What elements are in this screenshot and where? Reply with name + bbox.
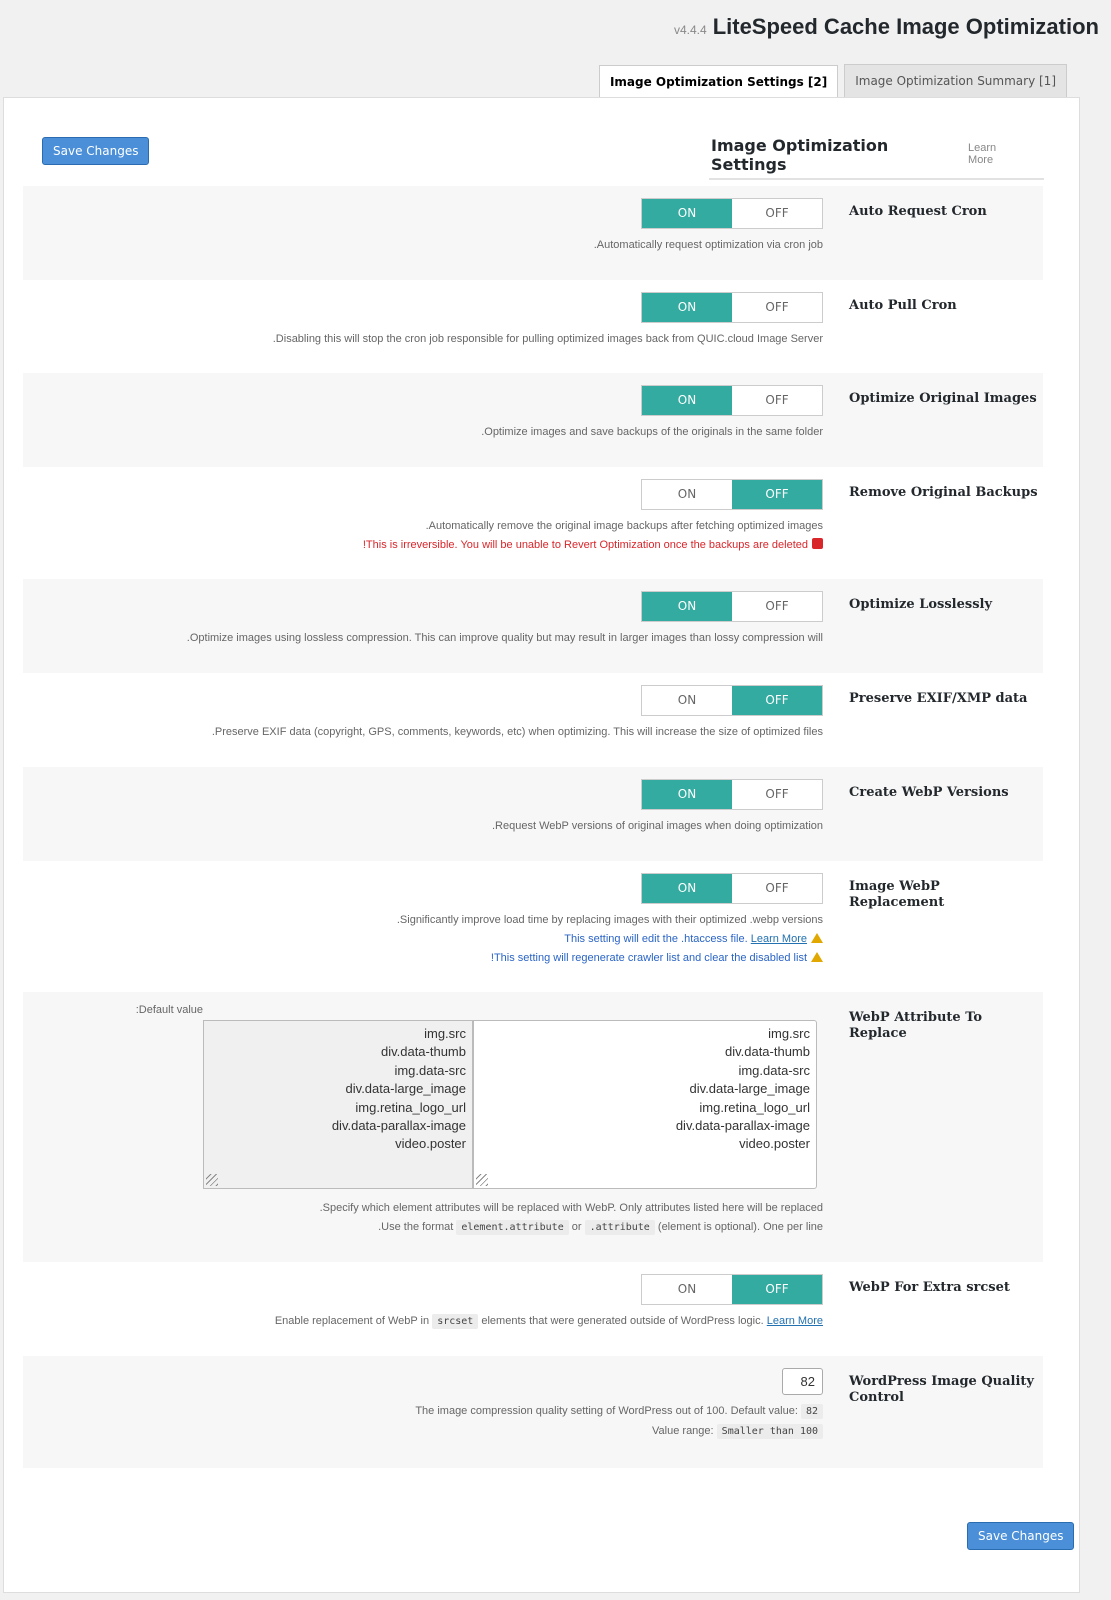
optimize-original-toggle [641,385,823,416]
row-webp-attribute-to-replace [23,992,1043,1262]
row-remove-original-backups [23,467,1043,579]
htaccess-learn-more-link[interactable]: Learn More [750,933,807,945]
srcset-desc-prefix: Enable replacement of WebP in [274,1315,430,1327]
quality-desc-prefix: The image compression quality setting of WordPress out of 100. Default value: [415,1405,798,1417]
crawler-note [23,951,823,965]
row-label: Optimize Losslessly [849,597,993,612]
row-auto-request-cron [23,186,1043,280]
settings-title: Image Optimization Settings [711,136,889,174]
toggle-on-button[interactable]: ON [642,1275,732,1304]
tab-bar [599,64,1067,99]
row-optimize-losslessly [23,579,1043,673]
row-description: .Optimize images and save backups of the originals in the same folder [481,426,823,438]
row-description: .Disabling this will stop the cron job responsible for pulling optimized images back from QUIC.cloud Image Server [272,333,823,345]
srcset-learn-more-link[interactable]: Learn More [766,1315,823,1327]
default-attribute-line: div.data-large_image [345,1081,466,1097]
row-label: Optimize Original Images [849,391,1037,406]
toggle-off-button[interactable]: OFF [732,686,822,715]
tab-image-optimization-summary[interactable]: Image Optimization Summary [1] [844,64,1067,98]
warning-icon [811,933,823,943]
default-attribute-line: img.data-src [394,1062,466,1078]
warning-text: !This is irreversible. You will be unable to Revert Optimization once the backups are deleted [362,539,808,551]
attribute-line: img.retina_logo_url [699,1099,810,1115]
page-title: LiteSpeed Cache Image Optimization [712,14,1099,39]
format-suffix: (element is optional). One per line [657,1221,823,1233]
row-description: .Request WebP versions of original images when doing optimization [492,820,823,832]
version-label: v4.4.4 [673,23,707,37]
srcset-desc-suffix: elements that were generated outside of WordPress logic. [481,1315,764,1327]
attribute-line: img.data-src [738,1062,810,1078]
row-description: .Significantly improve load time by replacing images with their optimized .webp versions [396,914,823,926]
toggle-on-button[interactable]: ON [642,199,732,228]
toggle-on-button[interactable]: ON [642,592,732,621]
row-auto-pull-cron [23,280,1043,373]
save-changes-button-top[interactable]: Save Changes [42,137,149,165]
row-label: WordPress Image Quality Control [849,1374,1034,1405]
save-changes-button-bottom[interactable]: Save Changes [967,1522,1074,1550]
attribute-line: div.data-large_image [689,1081,810,1097]
htaccess-note-text: This setting will edit the .htaccess file. [564,933,748,945]
default-value-label: :Default value [135,1004,203,1016]
row-label: Image WebP Replacement [849,879,945,910]
default-attribute-line: img.src [424,1026,466,1041]
row-wordpress-image-quality [23,1356,1043,1468]
optimize-lossless-toggle [641,591,823,622]
webp-srcset-toggle [641,1274,823,1305]
settings-learn-more-link[interactable]: Learn More [968,142,997,166]
row-label: WebP Attribute To Replace [849,1010,983,1041]
toggle-off-button[interactable]: OFF [732,293,822,322]
default-attribute-line: div.data-parallax-image [331,1118,466,1134]
toggle-off-button[interactable]: OFF [732,386,822,415]
row-label: WebP For Extra srcset [849,1280,1010,1295]
row-description [23,1314,823,1329]
row-webp-extra-srcset [23,1262,1043,1356]
settings-panel [3,97,1080,1593]
remove-backups-toggle [641,479,823,510]
toggle-on-button[interactable]: ON [642,386,732,415]
default-attribute-line: img.retina_logo_url [355,1099,466,1115]
image-quality-input[interactable]: 82 [782,1368,823,1395]
resize-grip-icon[interactable] [476,1174,488,1186]
warning-icon [811,952,823,962]
format-code-element-attribute: element.attribute [456,1220,568,1235]
tab-image-optimization-settings[interactable]: Image Optimization Settings [2] [599,65,838,100]
webp-attributes-textarea[interactable] [473,1020,817,1189]
format-hint [23,1220,823,1235]
row-create-webp-versions [23,767,1043,861]
row-label: Remove Original Backups [849,485,1038,500]
format-prefix: .Use the format [378,1221,454,1233]
default-attribute-line: video.poster [395,1136,466,1152]
toggle-on-button[interactable]: ON [642,874,732,903]
row-description: .Automatically request optimization via cron job [593,239,823,251]
webp-replacement-toggle [641,873,823,904]
toggle-off-button[interactable]: OFF [732,780,822,809]
attribute-textareas [135,1004,823,1190]
alert-icon [812,538,823,549]
quality-default-code: 82 [801,1404,823,1419]
settings-heading [709,136,1044,180]
range-prefix: Value range: [652,1425,714,1437]
format-code-attribute: .attribute [585,1220,655,1235]
app-header [674,14,1099,40]
srcset-code: srcset [432,1314,478,1329]
create-webp-toggle [641,779,823,810]
irreversible-warning [23,538,823,552]
row-optimize-original-images [23,373,1043,467]
resize-grip-icon[interactable] [206,1174,218,1186]
default-attribute-line: div.data-thumb [380,1044,466,1060]
row-label: Auto Pull Cron [849,298,957,313]
attribute-line: div.data-parallax-image [675,1118,810,1134]
default-attributes-textarea [203,1020,473,1189]
value-range [23,1424,823,1439]
row-description: .Optimize images using lossless compression. This can improve quality but may result in larger images than lossy compression will [186,632,823,644]
toggle-on-button[interactable]: ON [642,293,732,322]
row-description [23,1404,823,1419]
row-label: Preserve EXIF/XMP data [849,691,1028,706]
toggle-on-button[interactable]: ON [642,686,732,715]
row-description: .Specify which element attributes will be replaced with WebP. Only attributes listed here will be replaced [319,1202,823,1214]
toggle-off-button[interactable]: OFF [732,480,822,509]
auto-pull-cron-toggle [641,292,823,323]
toggle-on-button[interactable]: ON [642,780,732,809]
attribute-line: video.poster [739,1136,810,1152]
row-label: Create WebP Versions [849,785,1009,800]
attribute-line: div.data-thumb [724,1044,810,1060]
crawler-note-text: !This setting will regenerate crawler list and clear the disabled list [490,952,807,964]
preserve-exif-toggle [641,685,823,716]
toggle-on-button[interactable]: ON [642,480,732,509]
row-description: .Preserve EXIF data (copyright, GPS, comments, keywords, etc) when optimizing. This will increase the size of optimized files [211,726,823,738]
toggle-off-button[interactable]: OFF [732,199,822,228]
range-code: Smaller than 100 [717,1424,823,1439]
toggle-off-button[interactable]: OFF [732,874,822,903]
htaccess-note [23,932,823,946]
toggle-off-button[interactable]: OFF [732,592,822,621]
auto-request-cron-toggle [641,198,823,229]
row-image-webp-replacement [23,861,1043,992]
row-label: Auto Request Cron [849,204,987,219]
row-preserve-exif [23,673,1043,767]
attribute-line: img.src [768,1026,810,1041]
row-description: .Automatically remove the original image backups after fetching optimized images [425,520,823,532]
format-or: or [571,1221,582,1233]
toggle-off-button[interactable]: OFF [732,1275,822,1304]
